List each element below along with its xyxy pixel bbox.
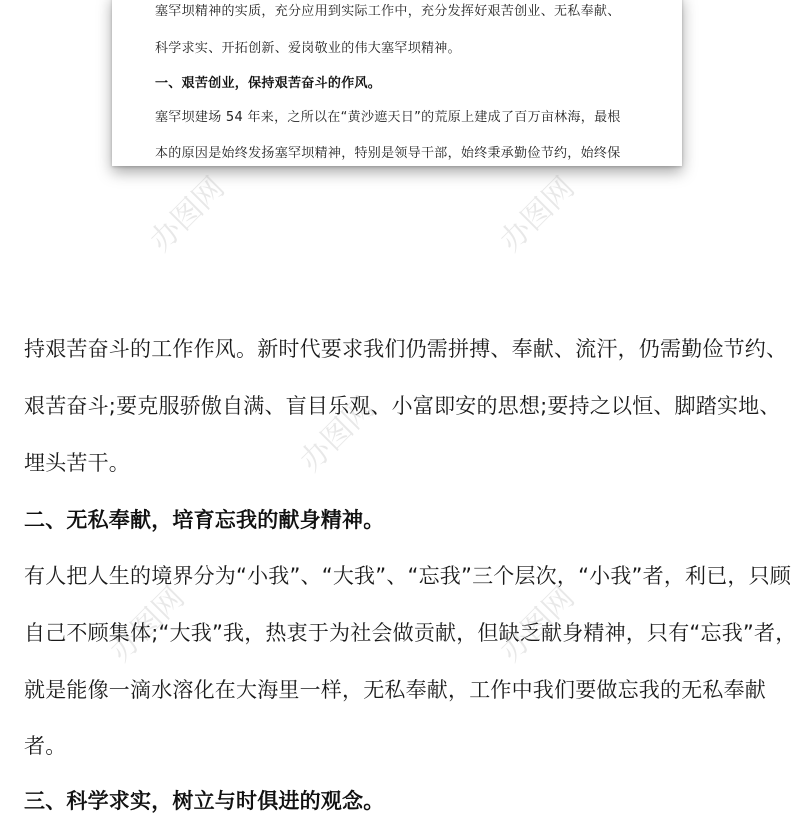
card-text-line: 科学求实、开拓创新、爱岗敬业的伟大塞罕坝精神。	[155, 41, 461, 56]
body-text-line: 艰苦奋斗;要克服骄傲自满、盲目乐观、小富即安的思想;要持之以恒、脚踏实地、	[24, 394, 781, 418]
watermark: 办图网	[143, 170, 232, 259]
document-preview-card	[112, 0, 682, 166]
body-text-line: 有人把人生的境界分为“小我”、“大我”、“忘我”三个层次，“小我”者，利已，只顾	[24, 564, 792, 588]
card-text-line: 塞罕坝精神的实质，充分应用到实际工作中，充分发挥好艰苦创业、无私奉献、	[155, 4, 621, 19]
body-text-line: 自己不顾集体;“大我”我，热衷于为社会做贡献，但缺乏献身精神，只有“忘我”者，	[24, 621, 797, 645]
card-text-line: 本的原因是始终发扬塞罕坝精神，特别是领导干部，始终秉承勤俭节约，始终保	[155, 146, 621, 161]
section-heading: 二、无私奉献，培育忘我的献身精神。	[24, 508, 385, 532]
card-section-heading: 一、艰苦创业，保持艰苦奋斗的作风。	[155, 76, 382, 91]
body-text-line: 就是能像一滴水溶化在大海里一样，无私奉献，工作中我们要做忘我的无私奉献	[24, 678, 766, 702]
watermark: 办图网	[493, 580, 582, 669]
watermark: 办图网	[103, 580, 192, 669]
body-text-line: 持艰苦奋斗的工作作风。新时代要求我们仍需拼搏、奉献、流汗，仍需勤俭节约、	[24, 337, 788, 361]
watermark: 办图网	[493, 170, 582, 259]
section-heading: 三、科学求实，树立与时俱进的观念。	[24, 789, 385, 813]
body-text-line: 者。	[24, 734, 67, 758]
card-text-line: 塞罕坝建场 54 年来，之所以在“黄沙遮天日”的荒原上建成了百万亩林海，最根	[155, 110, 621, 125]
watermark: 办图网	[293, 390, 382, 479]
body-text-line: 埋头苦干。	[24, 451, 130, 475]
